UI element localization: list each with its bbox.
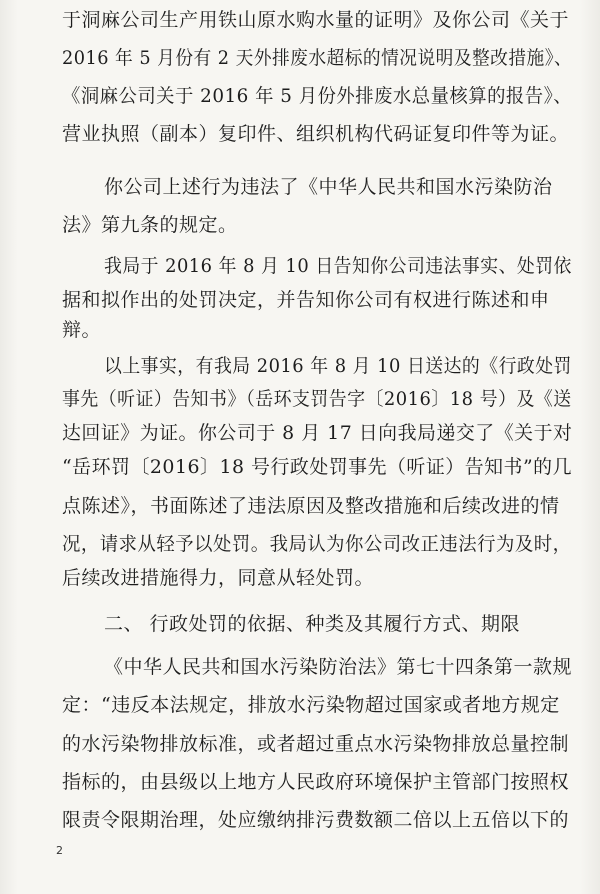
- text-line: 指标的，由县级以上地方人民政府环境保护主管部门按照权: [62, 771, 570, 793]
- text-line: 辩。: [62, 319, 102, 341]
- text-line: 点陈述》，书面陈述了违法原因及整改措施和后续改进的情: [62, 495, 560, 517]
- text-line: 营业执照（副本）复印件、组织机构代码证复印件等为证。: [62, 123, 570, 145]
- text-line: “岳环罚〔2016〕18 号行政处罚事先（听证）告知书”的几: [62, 456, 573, 478]
- text-line: 于洞麻公司生产用铁山原水购水量的证明》及你公司《关于: [62, 9, 570, 31]
- text-line: 事先（听证）告知书》（岳环支罚告字〔2016〕18 号）及《送: [62, 388, 572, 410]
- text-line: 你公司上述行为违法了《中华人民共和国水污染防治: [104, 176, 553, 198]
- text-line: 我局于 2016 年 8 月 10 日告知你公司违法事实、处罚依: [104, 255, 572, 277]
- text-line: 《洞麻公司关于 2016 年 5 月份外排废水总量核算的报告》、: [62, 85, 573, 107]
- page-number: 2: [56, 844, 63, 857]
- text-line: 据和拟作出的处罚决定，并告知你公司有权进行陈述和申: [62, 289, 550, 311]
- text-line: 限责令限期治理，处应缴纳排污费数额二倍以上五倍以下的: [62, 809, 570, 831]
- text-line: 定：“违反本法规定，排放水污染物超过国家或者地方规定: [62, 694, 560, 716]
- text-line: 后续改进措施得力，同意从轻处罚。: [62, 567, 375, 589]
- text-line: 《中华人民共和国水污染防治法》第七十四条第一款规: [104, 656, 573, 678]
- text-line: 法》第九条的规定。: [62, 214, 238, 236]
- text-line: 况，请求从轻予以处罚。我局认为你公司改正违法行为及时，: [62, 533, 572, 555]
- text-line: 2016 年 5 月份有 2 天外排废水超标的情况说明及整改措施》、: [62, 47, 573, 69]
- section-heading: 二、 行政处罚的依据、种类及其履行方式、期限: [104, 613, 521, 635]
- text-line: 以上事实，有我局 2016 年 8 月 10 日送达的《行政处罚: [104, 355, 572, 377]
- text-line: 的水污染物排放标准，或者超过重点水污染物排放总量控制: [62, 733, 570, 755]
- text-line: 达回证》为证。你公司于 8 月 17 日向我局递交了《关于对: [62, 422, 573, 444]
